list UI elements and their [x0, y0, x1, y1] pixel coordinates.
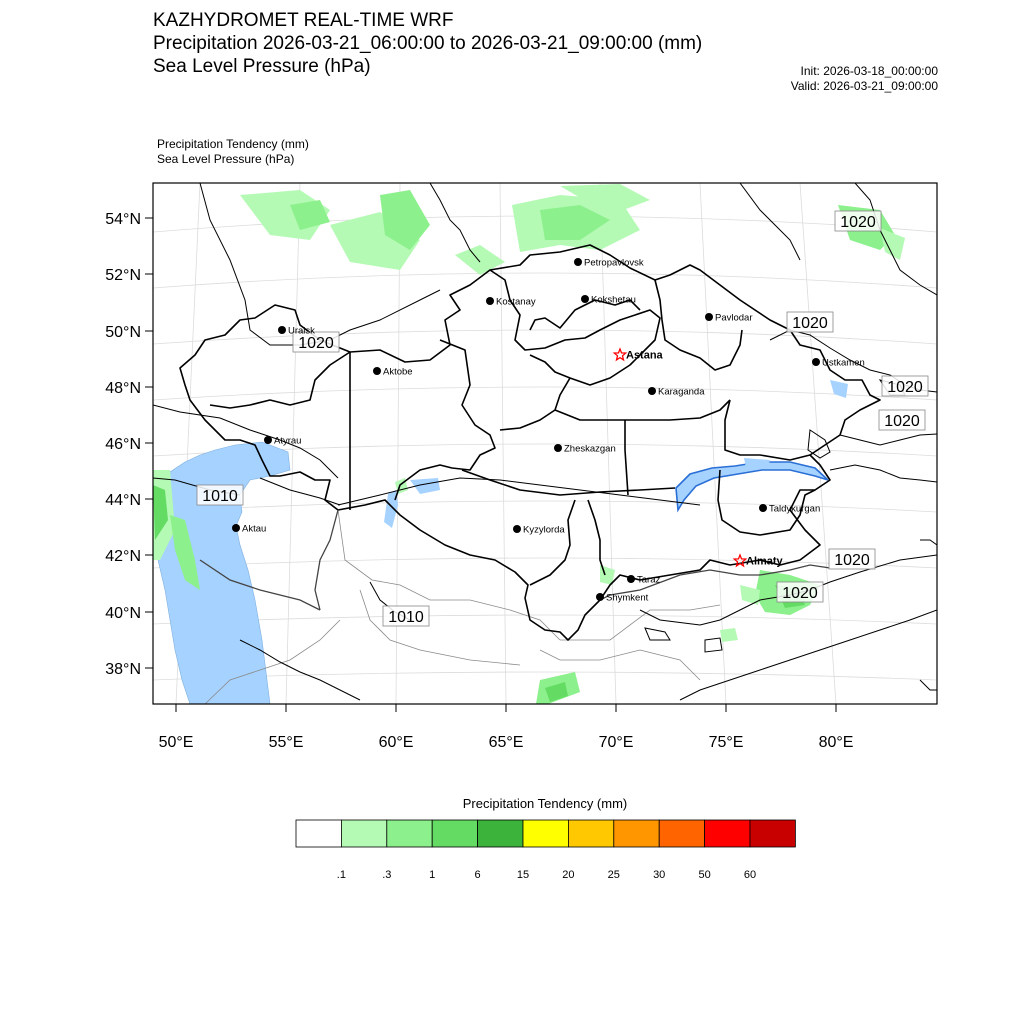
map-panel — [153, 183, 937, 704]
colorbar-tick-label: 50 — [698, 869, 711, 881]
city-dot-icon — [373, 367, 381, 375]
init-time: Init: 2026-03-18_00:00:00 — [800, 64, 938, 78]
lon-tick-label: 75°E — [708, 734, 744, 751]
lat-tick-label: 40°N — [105, 605, 141, 622]
graticule — [153, 183, 937, 704]
city-dot-icon — [705, 313, 713, 321]
isobar-label: 1020 — [834, 552, 870, 569]
colorbar-swatch — [659, 820, 704, 847]
colorbar-swatch — [296, 820, 341, 847]
city-dot-icon — [812, 358, 820, 366]
lat-tick-label: 54°N — [105, 211, 141, 228]
city-label: Kyzylorda — [523, 524, 565, 536]
colorbar-swatch — [614, 820, 659, 847]
city-dot-icon — [264, 436, 272, 444]
isobar-label: 1020 — [887, 379, 923, 396]
city-label: Petropavlovsk — [584, 257, 644, 269]
city-label: Pavlodar — [715, 312, 753, 324]
city-dot-icon — [627, 575, 635, 583]
lake-alakol — [744, 458, 770, 468]
colorbar-tick-label: 1 — [429, 869, 436, 881]
city-label: Karaganda — [658, 386, 705, 398]
colorbar-tick-label: 15 — [516, 869, 530, 881]
lat-tick-label: 52°N — [105, 267, 141, 284]
lat-tick-label: 46°N — [105, 436, 141, 453]
colorbar-swatch — [341, 820, 386, 847]
colorbar-swatch — [432, 820, 477, 847]
field-label-precip: Precipitation Tendency (mm) — [157, 137, 309, 151]
isobar-label: 1010 — [202, 488, 238, 505]
colorbar-tick-label: 6 — [474, 869, 481, 881]
lat-tick-label: 50°N — [105, 324, 141, 341]
city-markers — [232, 258, 865, 604]
colorbar-swatch — [568, 820, 613, 847]
lat-labels — [105, 211, 141, 678]
city-dot-icon — [574, 258, 582, 266]
isobar-label: 1020 — [884, 413, 920, 430]
isobar-label: 1010 — [388, 609, 424, 626]
lon-tick-label: 50°E — [158, 734, 194, 751]
colorbar — [296, 796, 795, 881]
isobar-label: 1020 — [792, 315, 828, 332]
colorbar-tick-label: 25 — [607, 869, 620, 881]
city-dot-icon — [581, 295, 589, 303]
title-line-1: KAZHYDROMET REAL-TIME WRF — [153, 10, 454, 31]
neighbour-borders — [205, 510, 720, 704]
lake-zaysan — [830, 380, 848, 398]
lat-tick-label: 42°N — [105, 548, 141, 565]
lon-tick-label: 60°E — [378, 734, 414, 751]
colorbar-tick-label: .3 — [382, 869, 392, 881]
colorbar-swatch — [387, 820, 432, 847]
isobar-label: 1020 — [298, 335, 334, 352]
colorbar-title: Precipitation Tendency (mm) — [462, 796, 628, 811]
city-label: Uralsk — [288, 325, 315, 337]
title-line-3: Sea Level Pressure (hPa) — [153, 56, 371, 77]
colorbar-tick-label: 20 — [562, 869, 575, 881]
lat-tick-label: 44°N — [105, 492, 141, 509]
capital-star-icon — [614, 349, 625, 360]
colorbar-swatch — [478, 820, 523, 847]
colorbar-swatch — [705, 820, 750, 847]
colorbar-tick-label: 30 — [653, 869, 666, 881]
lon-tick-label: 55°E — [268, 734, 304, 751]
colorbar-tick-label: 60 — [743, 869, 757, 881]
city-label: Almaty — [746, 555, 783, 568]
city-dot-icon — [554, 444, 562, 452]
lon-labels — [159, 734, 854, 751]
lon-ticks — [176, 704, 836, 712]
valid-time: Valid: 2026-03-21_09:00:00 — [790, 79, 938, 93]
colorbar-swatch — [523, 820, 568, 847]
city-label: Taldykurgan — [769, 503, 821, 515]
colorbar-tick-label: .1 — [336, 869, 346, 881]
city-label: Kokshetau — [591, 294, 636, 306]
field-label-slp: Sea Level Pressure (hPa) — [157, 152, 295, 166]
lat-ticks — [145, 218, 153, 668]
lat-tick-label: 48°N — [105, 380, 141, 397]
isobar-label: 1020 — [840, 214, 876, 231]
city-label: Shymkent — [606, 592, 649, 604]
title-line-2: Precipitation 2026-03-21_06:00:00 to 2026-03-21_09:00:00 (mm) — [153, 33, 703, 54]
caspian-sea — [155, 442, 290, 704]
city-dot-icon — [648, 387, 656, 395]
colorbar-swatch — [750, 820, 795, 847]
city-label: Aktobe — [383, 366, 413, 378]
city-dot-icon — [596, 593, 604, 601]
city-dot-icon — [759, 504, 767, 512]
city-dot-icon — [278, 326, 286, 334]
lon-tick-label: 65°E — [488, 734, 524, 751]
city-label: Astana — [626, 349, 663, 362]
city-label: Aktau — [242, 523, 267, 535]
city-label: Zheskazgan — [564, 443, 616, 455]
city-label: Atyrau — [274, 435, 302, 447]
city-dot-icon — [486, 297, 494, 305]
lon-tick-label: 80°E — [818, 734, 854, 751]
city-label: Taraz — [637, 574, 661, 586]
map-frame — [153, 183, 937, 704]
lon-tick-label: 70°E — [598, 734, 634, 751]
city-label: Kostanay — [496, 296, 536, 308]
city-dot-icon — [513, 525, 521, 533]
isobar-label: 1020 — [782, 585, 818, 602]
city-dot-icon — [232, 524, 240, 532]
lat-tick-label: 38°N — [105, 661, 141, 678]
city-label: Ustkamen — [822, 357, 865, 369]
